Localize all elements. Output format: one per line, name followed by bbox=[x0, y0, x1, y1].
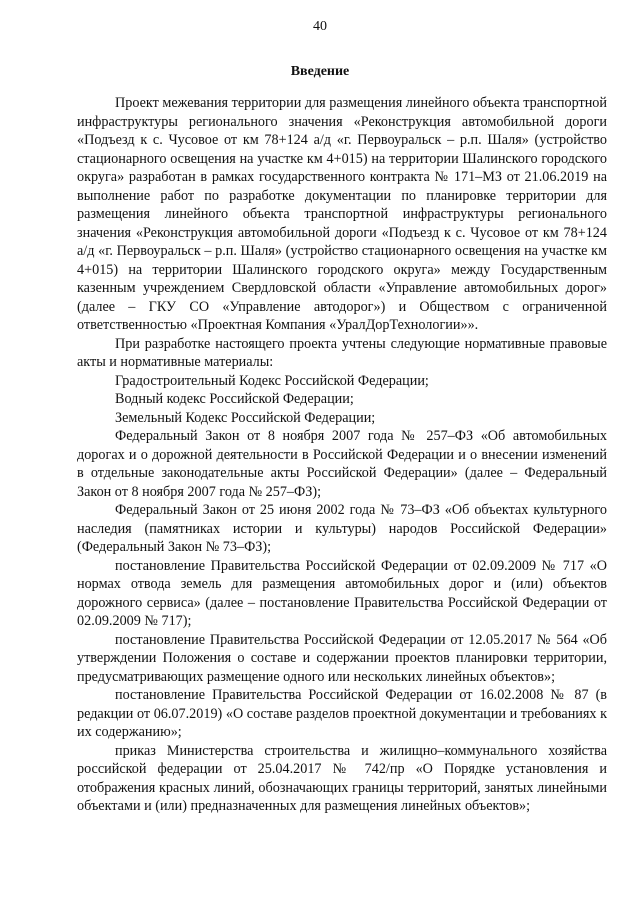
section-heading: Введение bbox=[290, 64, 350, 79]
body-text bbox=[77, 94, 607, 816]
page-number: 40 bbox=[313, 19, 327, 34]
paragraph-postanovlenie-717: постановление Правительства Российской Федерации от 02.09.2009 № 717 «О нормах отвода земель для размещения автомобильных дорог и (или) объектов дорожного сервиса» (далее – постановление Правительства Российской Федерации от 02.09.2009 № 717); bbox=[77, 557, 607, 629]
paragraph-fz-257: Федеральный Закон от 8 ноября 2007 года № 257–ФЗ «Об автомобильных дорогах и о дорожной деятельности в Российской Федерации и о внесении изменений в отдельные законодательные акты Российской Федерации» (далее – Федеральный Закон от 8 ноября 2007 года № 257–ФЗ); bbox=[77, 428, 607, 500]
paragraph-zemelny-kodeks: Земельный Кодекс Российской Федерации; bbox=[115, 409, 376, 426]
paragraph-postanovlenie-564: постановление Правительства Российской Федерации от 12.05.2017 № 564 «Об утверждении Положения о составе и содержании проектов планировки территории, предусматривающих размещение одного или нескольких линейных объектов»; bbox=[77, 631, 607, 685]
paragraph-postanovlenie-87: постановление Правительства Российской Федерации от 16.02.2008 № 87 (в редакции от 06.07.2019) «О составе разделов проектной документации и требованиях к их содержанию»; bbox=[77, 687, 607, 740]
paragraph-gradostroitelny-kodeks: Градостроительный Кодекс Российской Федерации; bbox=[115, 372, 429, 389]
paragraph-normative-intro: При разработке настоящего проекта учтены следующие нормативные правовые акты и нормативные материалы: bbox=[77, 335, 607, 370]
paragraph-fz-73: Федеральный Закон от 25 июня 2002 года № 73–ФЗ «Об объектах культурного наследия (памятниках истории и культуры) народов Российской Федерации» (Федеральный Закон № 73–ФЗ); bbox=[77, 502, 607, 555]
paragraph-intro: Проект межевания территории для размещения линейного объекта транспортной инфраструктуры регионального значения «Реконструкция автомобильной дороги «Подъезд к с. Чусовое от км 78+124 а/д «г. Первоуральск – р.п. Шаля» (устройство стационарного освещения на участке км 4+015) на территории Шалинского городского округа» разработан в рамках государственного контракта № 171–МЗ от 21.06.2019 на выполнение работ по разработке документации по планировке территории для размещения линейного объекта транспортной инфраструктуры регионального значения «Реконструкция автомобильной дороги «Подъезд к с. Чусовое от км 78+124 а/д «г. Первоуральск – р.п. Шаля» (устройство стационарного освещения на участке км 4+015) на территории Шалинского городского округа» между Государственным казенным учреждением Свердловской области «Управление автомобильных дорог» (далее – ГКУ СО «Управление автодорог») и Обществом с ограниченной ответственностью «Проектная Компания «УралДорТехнологии»». bbox=[77, 95, 607, 333]
paragraph-prikaz-742: приказ Министерства строительства и жилищно–коммунального хозяйства российской федерации от 25.04.2017 № 742/пр «О Порядке установления и отображения красных линий, обозначающих границы территорий, занятых линейными объектами и (или) предназначенных для размещения линейных объектов»; bbox=[77, 742, 607, 814]
paragraph-vodny-kodeks: Водный кодекс Российской Федерации; bbox=[115, 391, 354, 407]
